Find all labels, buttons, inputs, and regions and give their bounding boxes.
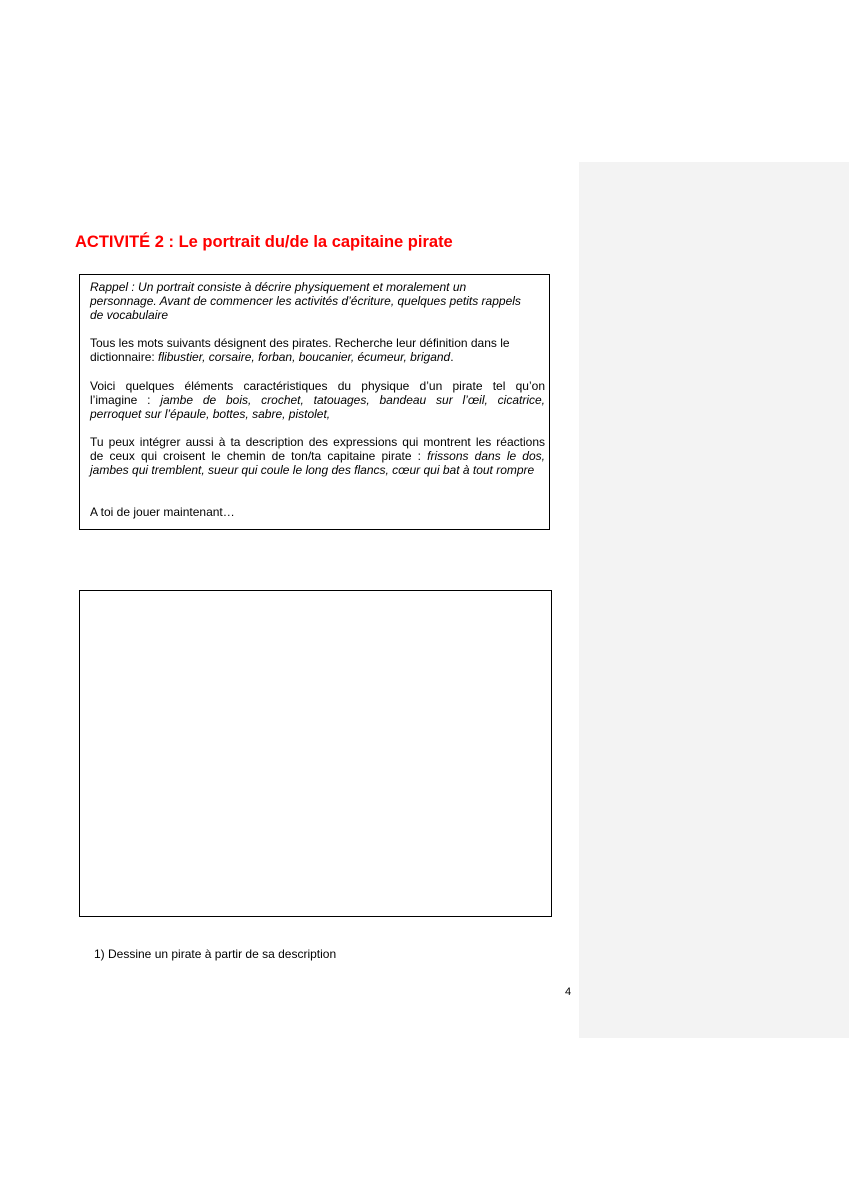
physique-paragraph	[90, 379, 545, 421]
pirate-words-line	[90, 350, 545, 364]
rappel-intro-line: Rappel : Un portrait consiste à décrire physiquement et moralement un	[90, 280, 467, 294]
activity-title: ACTIVITÉ 2 : Le portrait du/de la capitaine pirate	[75, 233, 453, 251]
reactions-line: Tu peux intégrer aussi à ta description des expressions qui montrent les réactions	[90, 435, 545, 449]
reactions-line	[90, 463, 545, 477]
rappel-intro-line: personnage. Avant de commencer les activités d’écriture, quelques petits rappels	[90, 294, 521, 308]
pirate-words-end: .	[450, 350, 454, 364]
reactions-expressions-cont: jambes qui tremblent, sueur qui coule le long des flancs, cœur qui bat à tout rompre	[90, 463, 535, 477]
rappel-intro	[90, 280, 545, 322]
physique-elements: jambe de bois, crochet, tatouages, bandeau sur l’œil, cicatrice,	[160, 393, 546, 407]
rappel-intro-line: de vocabulaire	[90, 308, 169, 322]
pirate-words-list: flibustier, corsaire, forban, boucanier, écumeur, brigand	[158, 350, 451, 364]
physique-elements-cont: perroquet sur l’épaule, bottes, sabre, pistolet,	[90, 407, 331, 421]
physique-line	[90, 393, 545, 407]
reactions-line	[90, 449, 545, 463]
reactions-prefix: de ceux qui croisent le chemin de ton/ta capitaine pirate :	[90, 449, 428, 463]
drawing-instruction: 1) Dessine un pirate à partir de sa description	[94, 947, 337, 961]
physique-prefix: l’imagine :	[90, 393, 161, 407]
page-number: 4	[565, 986, 572, 998]
pirate-words-paragraph	[90, 336, 545, 364]
physique-line	[90, 407, 545, 421]
reactions-expressions: frissons dans le dos,	[427, 449, 545, 463]
physique-line: Voici quelques éléments caractéristiques du physique d’un pirate tel qu’on	[90, 379, 545, 393]
closing-text: A toi de jouer maintenant…	[90, 505, 235, 519]
pirate-words-line: Tous les mots suivants désignent des pirates. Recherche leur définition dans le	[90, 336, 510, 350]
comment-pane	[579, 162, 849, 1038]
reactions-paragraph	[90, 435, 545, 477]
drawing-box	[79, 590, 552, 917]
rappel-box	[79, 274, 550, 530]
pirate-words-lead: dictionnaire:	[90, 350, 159, 364]
